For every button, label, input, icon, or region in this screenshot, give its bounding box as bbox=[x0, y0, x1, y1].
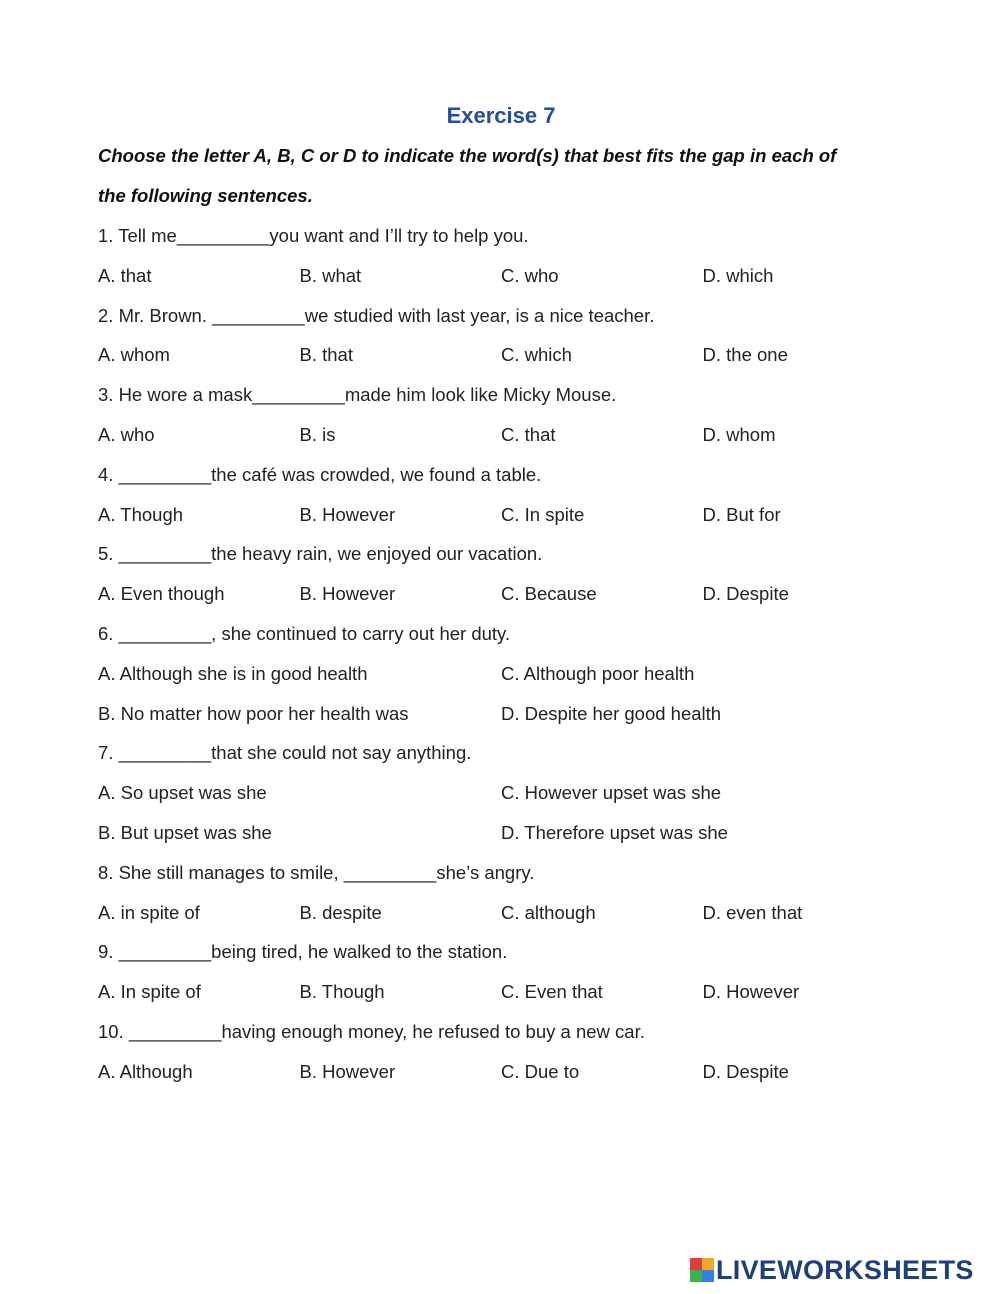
option-2-b[interactable]: B. that bbox=[299, 344, 353, 366]
question-5: 5. _________the heavy rain, we enjoyed our vacation. bbox=[98, 543, 543, 565]
worksheet bbox=[98, 96, 904, 1092]
option-9-a[interactable]: A. In spite of bbox=[98, 981, 201, 1003]
option-2-d[interactable]: D. the one bbox=[702, 344, 788, 366]
question-8: 8. She still manages to smile, _________she’s angry. bbox=[98, 861, 535, 883]
option-4-a[interactable]: A. Though bbox=[98, 503, 184, 525]
options-6-row-2 bbox=[98, 694, 904, 734]
option-5-b[interactable]: B. However bbox=[299, 583, 396, 605]
options-3 bbox=[98, 415, 904, 455]
question-6: 6. _________, she continued to carry out her duty. bbox=[98, 622, 511, 644]
option-3-d[interactable]: D. whom bbox=[702, 423, 776, 445]
option-6-b[interactable]: B. No matter how poor her health was bbox=[98, 702, 409, 724]
option-8-a[interactable]: A. in spite of bbox=[98, 901, 200, 923]
options-4 bbox=[98, 495, 904, 535]
option-8-c[interactable]: C. although bbox=[501, 901, 596, 923]
option-4-b[interactable]: B. However bbox=[299, 503, 396, 525]
option-1-c[interactable]: C. who bbox=[501, 264, 559, 286]
option-1-a[interactable]: A. that bbox=[98, 264, 152, 286]
question-4: 4. _________the café was crowded, we found a table. bbox=[98, 463, 542, 485]
option-8-b[interactable]: B. despite bbox=[299, 901, 382, 923]
option-5-c[interactable]: C. Because bbox=[501, 583, 597, 605]
option-4-c[interactable]: C. In spite bbox=[501, 503, 585, 525]
options-9 bbox=[98, 972, 904, 1012]
option-4-d[interactable]: D. But for bbox=[702, 503, 781, 525]
options-8 bbox=[98, 893, 904, 933]
option-1-b[interactable]: B. what bbox=[299, 264, 362, 286]
options-7-row-2 bbox=[98, 813, 904, 853]
option-10-c[interactable]: C. Due to bbox=[501, 1060, 580, 1082]
option-10-b[interactable]: B. However bbox=[299, 1060, 396, 1082]
worksheet-title: Exercise 7 bbox=[446, 103, 556, 128]
question-2: 2. Mr. Brown. _________we studied with last year, is a nice teacher. bbox=[98, 304, 655, 326]
options-7-row-1 bbox=[98, 773, 904, 813]
liveworksheets-logo[interactable] bbox=[690, 1254, 990, 1286]
option-3-c[interactable]: C. that bbox=[501, 423, 556, 445]
question-7: 7. _________that she could not say anything. bbox=[98, 742, 472, 764]
option-9-d[interactable]: D. However bbox=[702, 981, 800, 1003]
options-6-row-1 bbox=[98, 654, 904, 694]
logo-square-4 bbox=[702, 1270, 714, 1282]
option-7-c[interactable]: C. However upset was she bbox=[501, 782, 722, 804]
option-9-c[interactable]: C. Even that bbox=[501, 981, 603, 1003]
option-9-b[interactable]: B. Though bbox=[299, 981, 385, 1003]
option-6-c[interactable]: C. Although poor health bbox=[501, 662, 695, 684]
option-8-d[interactable]: D. even that bbox=[702, 901, 803, 923]
option-10-a[interactable]: A. Although bbox=[98, 1060, 193, 1082]
logo-square-2 bbox=[702, 1258, 714, 1270]
option-6-d[interactable]: D. Despite her good health bbox=[501, 702, 722, 724]
options-10 bbox=[98, 1052, 904, 1092]
liveworksheets-logo-text: LIVEWORKSHEETS bbox=[716, 1255, 974, 1285]
instructions-line-2: the following sentences. bbox=[98, 185, 313, 206]
instructions-line-1: Choose the letter A, B, C or D to indicate the word(s) that best fits the gap in each of bbox=[98, 145, 837, 166]
option-7-d[interactable]: D. Therefore upset was she bbox=[501, 821, 728, 843]
option-6-a[interactable]: A. Although she is in good health bbox=[98, 662, 368, 684]
option-10-d[interactable]: D. Despite bbox=[702, 1060, 789, 1082]
question-10: 10. _________having enough money, he refused to buy a new car. bbox=[98, 1020, 645, 1042]
logo-square-3 bbox=[690, 1270, 702, 1282]
liveworksheets-logo-icon bbox=[690, 1258, 714, 1282]
logo-square-1 bbox=[690, 1258, 702, 1270]
option-3-b[interactable]: B. is bbox=[299, 423, 336, 445]
question-9: 9. _________being tired, he walked to the station. bbox=[98, 941, 508, 963]
option-5-d[interactable]: D. Despite bbox=[702, 583, 789, 605]
options-2 bbox=[98, 335, 904, 375]
option-5-a[interactable]: A. Even though bbox=[98, 583, 225, 605]
option-7-b[interactable]: B. But upset was she bbox=[98, 821, 272, 843]
question-1: 1. Tell me_________you want and I’ll try to help you. bbox=[98, 225, 529, 246]
option-2-a[interactable]: A. whom bbox=[98, 344, 170, 366]
option-7-a[interactable]: A. So upset was she bbox=[98, 782, 267, 804]
option-3-a[interactable]: A. who bbox=[98, 423, 155, 445]
option-2-c[interactable]: C. which bbox=[501, 344, 572, 366]
options-1 bbox=[98, 256, 904, 296]
options-5 bbox=[98, 574, 904, 614]
question-3: 3. He wore a mask_________made him look like Micky Mouse. bbox=[98, 384, 617, 406]
option-1-d[interactable]: D. which bbox=[702, 264, 774, 286]
